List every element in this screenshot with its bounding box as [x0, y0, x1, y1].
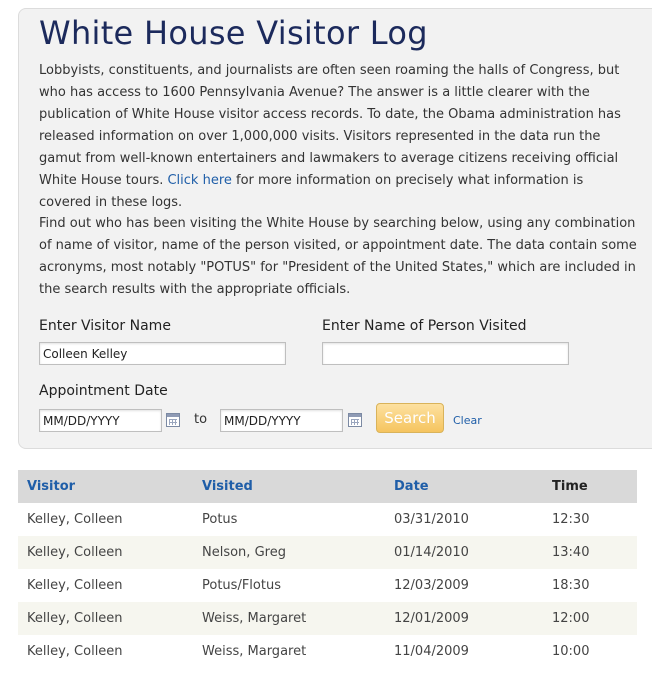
cell-visitor: Kelley, Colleen	[18, 602, 202, 635]
table-row	[18, 503, 637, 536]
cell-date: 11/04/2009	[394, 644, 469, 659]
cell-visitor: Kelley, Colleen	[27, 578, 123, 593]
cell-time: 18:30	[552, 578, 590, 593]
column-header-visitor[interactable]: Visitor	[18, 470, 202, 503]
cell-time: 12:00	[552, 602, 637, 635]
column-header-time: Time	[552, 470, 637, 503]
intro-paragraph	[39, 60, 639, 214]
cell-visited: Potus	[202, 512, 238, 527]
clear-link[interactable]: Clear	[453, 414, 482, 427]
visitor-name-label: Enter Visitor Name	[39, 318, 171, 334]
column-header-visited[interactable]: Visited	[202, 470, 394, 503]
appointment-date-label: Appointment Date	[39, 383, 168, 399]
search-button[interactable]: Search	[376, 403, 444, 433]
date-range-to-label: to	[194, 412, 208, 427]
visited-name-label: Enter Name of Person Visited	[322, 318, 527, 334]
page-title: White House Visitor Log	[39, 14, 428, 52]
table-row	[18, 635, 637, 668]
date-to-input[interactable]	[220, 409, 343, 432]
instructions-paragraph: Find out who has been visiting the White House by searching below, using any combination of name of visitor, name of the person visited, or appointment date. The data contain some acronyms, most notably "POTUS" for "President of the United States," which are included in the search results with the appropriate officials.	[39, 216, 637, 297]
cell-visited: Potus/Flotus	[202, 578, 281, 593]
cell-time: 10:00	[552, 644, 590, 659]
table-row	[18, 569, 637, 602]
cell-visitor: Kelley, Colleen	[27, 644, 123, 659]
visitor-name-input[interactable]	[39, 342, 286, 365]
cell-date: 03/31/2010	[394, 512, 469, 527]
intro-text-after: for more information on precisely what information is covered in these logs.	[39, 173, 584, 210]
visited-name-input[interactable]	[322, 342, 569, 365]
cell-date: 01/14/2010	[394, 536, 552, 569]
table-header-row	[18, 470, 637, 503]
column-header-date[interactable]: Date	[394, 470, 552, 503]
cell-date: 12/01/2009	[394, 602, 552, 635]
intro-text: Lobbyists, constituents, and journalists are often seen roaming the halls of Congress, but who has access to 1600 Pennsylvania Avenue? The answer is a little clearer with the publication of White House visitor access records. To date, the Obama administration has released information on over 1,000,000 visits. Visitors represented in the data run the gamut from well-known entertainers and lawmakers to average citizens receiving official White House tours.	[39, 63, 621, 188]
cell-visited: Weiss, Margaret	[202, 602, 394, 635]
date-from-input[interactable]	[39, 409, 162, 432]
cell-visitor: Kelley, Colleen	[27, 512, 123, 527]
cell-visitor: Kelley, Colleen	[18, 536, 202, 569]
table-row	[18, 536, 637, 569]
click-here-link[interactable]: Click here	[167, 173, 232, 188]
cell-visited: Weiss, Margaret	[202, 644, 307, 659]
table-row	[18, 602, 637, 635]
cell-time: 13:40	[552, 536, 637, 569]
calendar-icon[interactable]	[166, 413, 180, 427]
cell-visited: Nelson, Greg	[202, 536, 394, 569]
cell-date: 12/03/2009	[394, 578, 469, 593]
calendar-icon[interactable]	[348, 413, 362, 427]
results-table	[18, 470, 637, 668]
cell-time: 12:30	[552, 512, 590, 527]
